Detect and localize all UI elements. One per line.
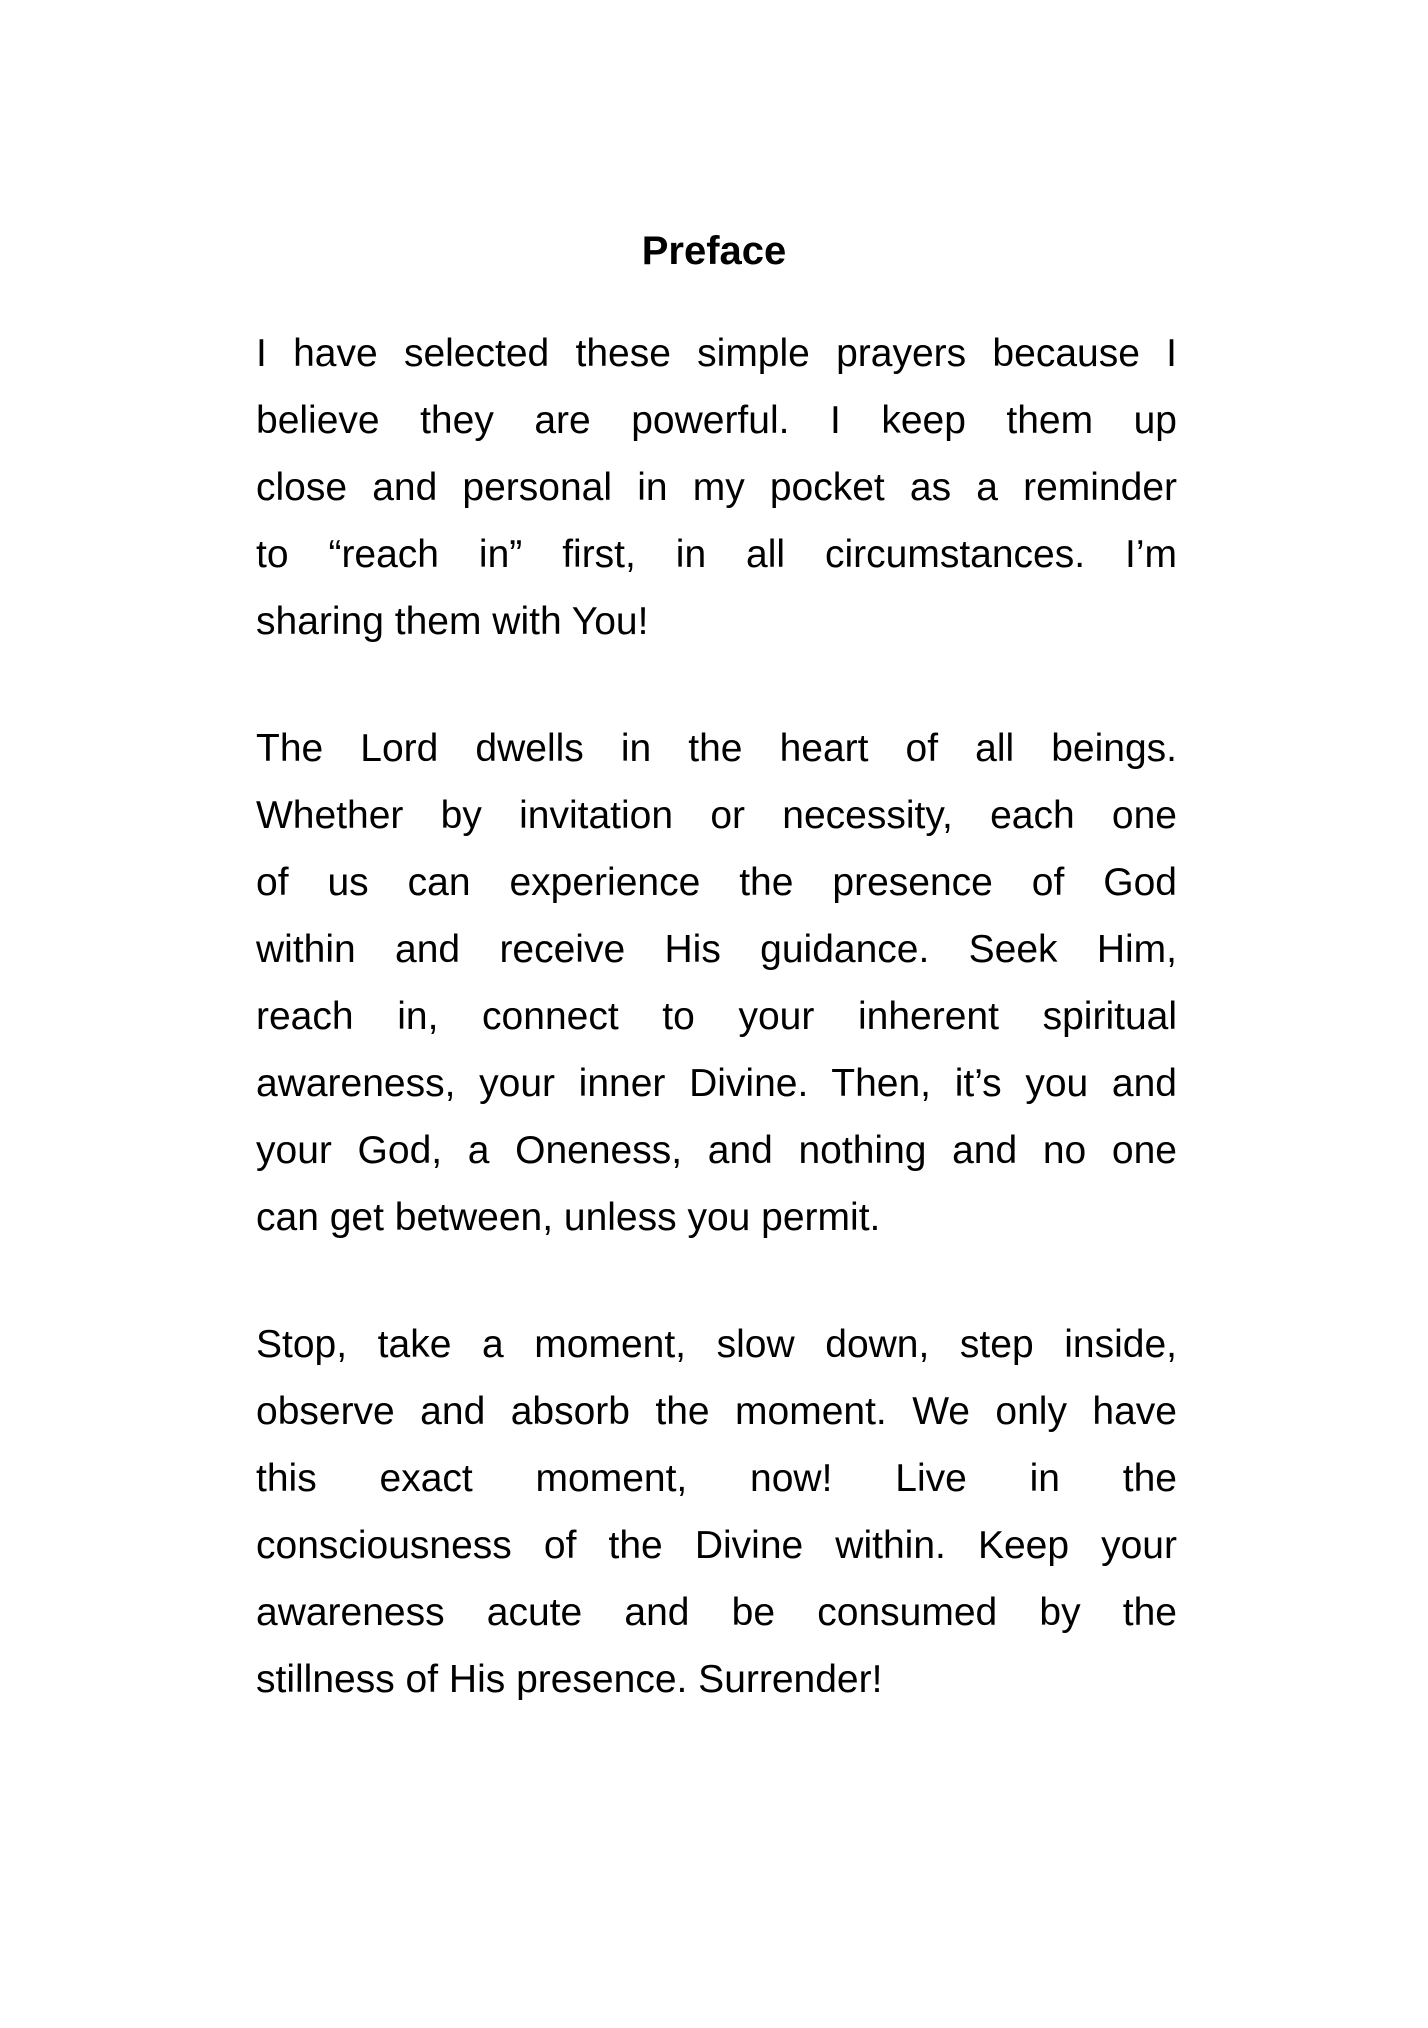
- text-line: of us can experience the presence of God: [256, 861, 1177, 904]
- text-line: Whether by invitation or necessity, each one: [256, 794, 1177, 837]
- text-line: to “reach in” first, in all circumstances. I’m: [256, 533, 1177, 576]
- text-line: The Lord dwells in the heart of all beings.: [256, 727, 1177, 770]
- text-line: within and receive His guidance. Seek Him,: [256, 928, 1177, 971]
- text-line: awareness, your inner Divine. Then, it’s you and: [256, 1062, 1177, 1105]
- text-line: observe and absorb the moment. We only have: [256, 1390, 1177, 1433]
- text-line: stillness of His presence. Surrender!: [256, 1658, 883, 1701]
- text-line: sharing them with You!: [256, 600, 649, 643]
- text-line: your God, a Oneness, and nothing and no one: [256, 1129, 1177, 1172]
- text-line: Stop, take a moment, slow down, step inside,: [256, 1323, 1177, 1366]
- text-line: believe they are powerful. I keep them up: [256, 399, 1177, 442]
- paragraph-1: [256, 320, 1177, 655]
- text-line: I have selected these simple prayers because I: [256, 332, 1177, 375]
- text-line: this exact moment, now! Live in the: [256, 1457, 1177, 1500]
- text-line: close and personal in my pocket as a reminder: [256, 466, 1177, 509]
- text-line: awareness acute and be consumed by the: [256, 1591, 1177, 1634]
- paragraph-3: [256, 1311, 1177, 1713]
- page-title: Preface: [641, 229, 787, 273]
- text-line: reach in, connect to your inherent spiritual: [256, 995, 1177, 1038]
- text-line: can get between, unless you permit.: [256, 1196, 881, 1239]
- text-line: consciousness of the Divine within. Keep your: [256, 1524, 1177, 1567]
- paragraph-2: [256, 715, 1177, 1251]
